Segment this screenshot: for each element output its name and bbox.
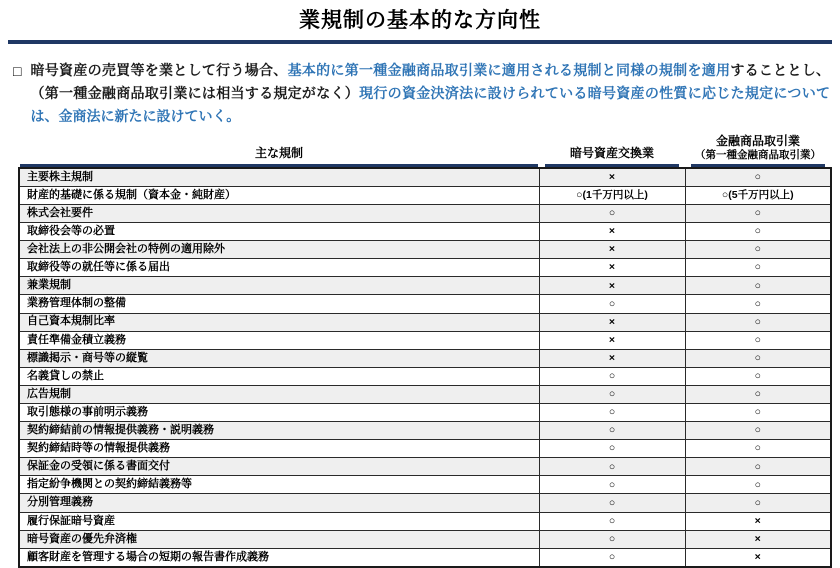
crypto-exchange-value-cell: ○ [539, 476, 685, 494]
regulation-name-cell: 財産的基礎に係る規制（資本金・純財産） [19, 186, 539, 204]
intro-segment: 基本的に第一種金融商品取引業に適用される規制と同様の規制を適用 [287, 62, 731, 79]
table-row [19, 295, 831, 313]
financial-instruments-value-cell: ○ [685, 494, 831, 512]
regulation-name-cell: 保証金の受領に係る書面交付 [19, 458, 539, 476]
financial-instruments-value-cell: ○ [685, 385, 831, 403]
table-row [19, 476, 831, 494]
intro-segment: することとし、（第一種金融商品取引業には相当する規定がなく） [30, 62, 831, 101]
crypto-exchange-value-cell: ○ [539, 367, 685, 385]
table-row [19, 403, 831, 421]
table-row [19, 204, 831, 222]
financial-instruments-value-cell: ○ [685, 259, 831, 277]
column-header-label: 金融商品取引業 [715, 134, 800, 149]
regulation-name-cell: 暗号資産の優先弁済権 [19, 530, 539, 548]
regulation-name-cell: 主要株主規制 [19, 168, 539, 187]
financial-instruments-value-cell: ○ [685, 458, 831, 476]
regulation-name-cell: 指定紛争機関との契約締結義務等 [19, 476, 539, 494]
intro-text [30, 59, 830, 127]
column-header-label: 主な規制 [254, 146, 303, 161]
table-row [19, 367, 831, 385]
crypto-exchange-value-cell: ○ [539, 548, 685, 567]
crypto-exchange-value-cell: ○(1千万円以上) [539, 186, 685, 204]
regulation-name-cell: 顧客財産を管理する場合の短期の報告書作成義務 [19, 548, 539, 567]
regulation-name-cell: 兼業規制 [19, 277, 539, 295]
table-row [19, 277, 831, 295]
financial-instruments-value-cell: ○ [685, 440, 831, 458]
financial-instruments-value-cell: ○(5千万円以上) [685, 186, 831, 204]
financial-instruments-value-cell: ○ [685, 241, 831, 259]
regulation-name-cell: 取引態様の事前明示義務 [19, 403, 539, 421]
crypto-exchange-value-cell: × [539, 331, 685, 349]
page-title: 業規制の基本的な方向性 [299, 9, 541, 32]
crypto-exchange-value-cell: ○ [539, 295, 685, 313]
crypto-exchange-value-cell: ○ [539, 530, 685, 548]
table-row [19, 313, 831, 331]
square-bullet-icon: □ [13, 63, 22, 80]
table-row [19, 385, 831, 403]
financial-instruments-value-cell: ○ [685, 223, 831, 241]
financial-instruments-value-cell: ○ [685, 313, 831, 331]
table-row [19, 331, 831, 349]
table-body [19, 168, 831, 567]
regulation-name-cell: 会社法上の非公開会社の特例の適用除外 [19, 241, 539, 259]
financial-instruments-value-cell: ○ [685, 295, 831, 313]
table-row [19, 530, 831, 548]
table-row [19, 548, 831, 567]
table-row [19, 259, 831, 277]
regulation-name-cell: 名義貸しの禁止 [19, 367, 539, 385]
financial-instruments-value-cell: ○ [685, 168, 831, 187]
regulation-name-cell: 契約締結時等の情報提供義務 [19, 440, 539, 458]
column-header-crypto-exchange [539, 133, 685, 167]
table-row [19, 458, 831, 476]
table-row [19, 440, 831, 458]
regulation-name-cell: 自己資本規制比率 [19, 313, 539, 331]
regulation-name-cell: 業務管理体制の整備 [19, 295, 539, 313]
regulation-name-cell: 責任準備金積立義務 [19, 331, 539, 349]
financial-instruments-value-cell: ○ [685, 367, 831, 385]
crypto-exchange-value-cell: × [539, 349, 685, 367]
financial-instruments-value-cell: ○ [685, 476, 831, 494]
financial-instruments-value-cell: × [685, 548, 831, 567]
title-divider [8, 40, 832, 44]
financial-instruments-value-cell: × [685, 512, 831, 530]
table-row [19, 186, 831, 204]
regulation-name-cell: 株式会社要件 [19, 204, 539, 222]
regulation-name-cell: 標識掲示・商号等の縦覧 [19, 349, 539, 367]
column-header-financial-instruments [685, 133, 831, 167]
table-row [19, 168, 831, 187]
table-header [19, 133, 831, 167]
intro-segment: 暗号資産の売買等を業として行う場合、 [30, 62, 288, 79]
crypto-exchange-value-cell: ○ [539, 440, 685, 458]
crypto-exchange-value-cell: × [539, 313, 685, 331]
regulation-name-cell: 履行保証暗号資産 [19, 512, 539, 530]
financial-instruments-value-cell: ○ [685, 422, 831, 440]
crypto-exchange-value-cell: ○ [539, 385, 685, 403]
financial-instruments-value-cell: ○ [685, 331, 831, 349]
crypto-exchange-value-cell: ○ [539, 204, 685, 222]
crypto-exchange-value-cell: ○ [539, 422, 685, 440]
crypto-exchange-value-cell: × [539, 168, 685, 187]
crypto-exchange-value-cell: × [539, 223, 685, 241]
table-row [19, 241, 831, 259]
crypto-exchange-value-cell: ○ [539, 403, 685, 421]
column-header-sublabel: （第一種金融商品取引業） [695, 148, 821, 161]
crypto-exchange-value-cell: × [539, 277, 685, 295]
financial-instruments-value-cell: ○ [685, 349, 831, 367]
table-row [19, 512, 831, 530]
crypto-exchange-value-cell: ○ [539, 458, 685, 476]
intro-segment: 現行の資金決済法に設けられている暗号資産の性質に応じた規定については、金商法に新たに設けていく。 [30, 84, 831, 124]
regulation-name-cell: 分別管理義務 [19, 494, 539, 512]
column-header-main-regulation [19, 133, 539, 167]
crypto-exchange-value-cell: ○ [539, 494, 685, 512]
regulation-name-cell: 契約締結前の情報提供義務・説明義務 [19, 422, 539, 440]
table-row [19, 422, 831, 440]
regulation-name-cell: 取締役等の就任等に係る届出 [19, 259, 539, 277]
column-header-label: 暗号資産交換業 [569, 146, 654, 161]
financial-instruments-value-cell: ○ [685, 403, 831, 421]
financial-instruments-value-cell: ○ [685, 204, 831, 222]
financial-instruments-value-cell: × [685, 530, 831, 548]
crypto-exchange-value-cell: × [539, 259, 685, 277]
financial-instruments-value-cell: ○ [685, 277, 831, 295]
regulation-table-wrap [18, 133, 840, 568]
table-row [19, 494, 831, 512]
intro-paragraph [13, 59, 830, 127]
table-row [19, 223, 831, 241]
crypto-exchange-value-cell: × [539, 241, 685, 259]
regulation-name-cell: 広告規制 [19, 385, 539, 403]
regulation-name-cell: 取締役会等の必置 [19, 223, 539, 241]
crypto-exchange-value-cell: ○ [539, 512, 685, 530]
table-row [19, 349, 831, 367]
regulation-comparison-table [18, 133, 832, 568]
